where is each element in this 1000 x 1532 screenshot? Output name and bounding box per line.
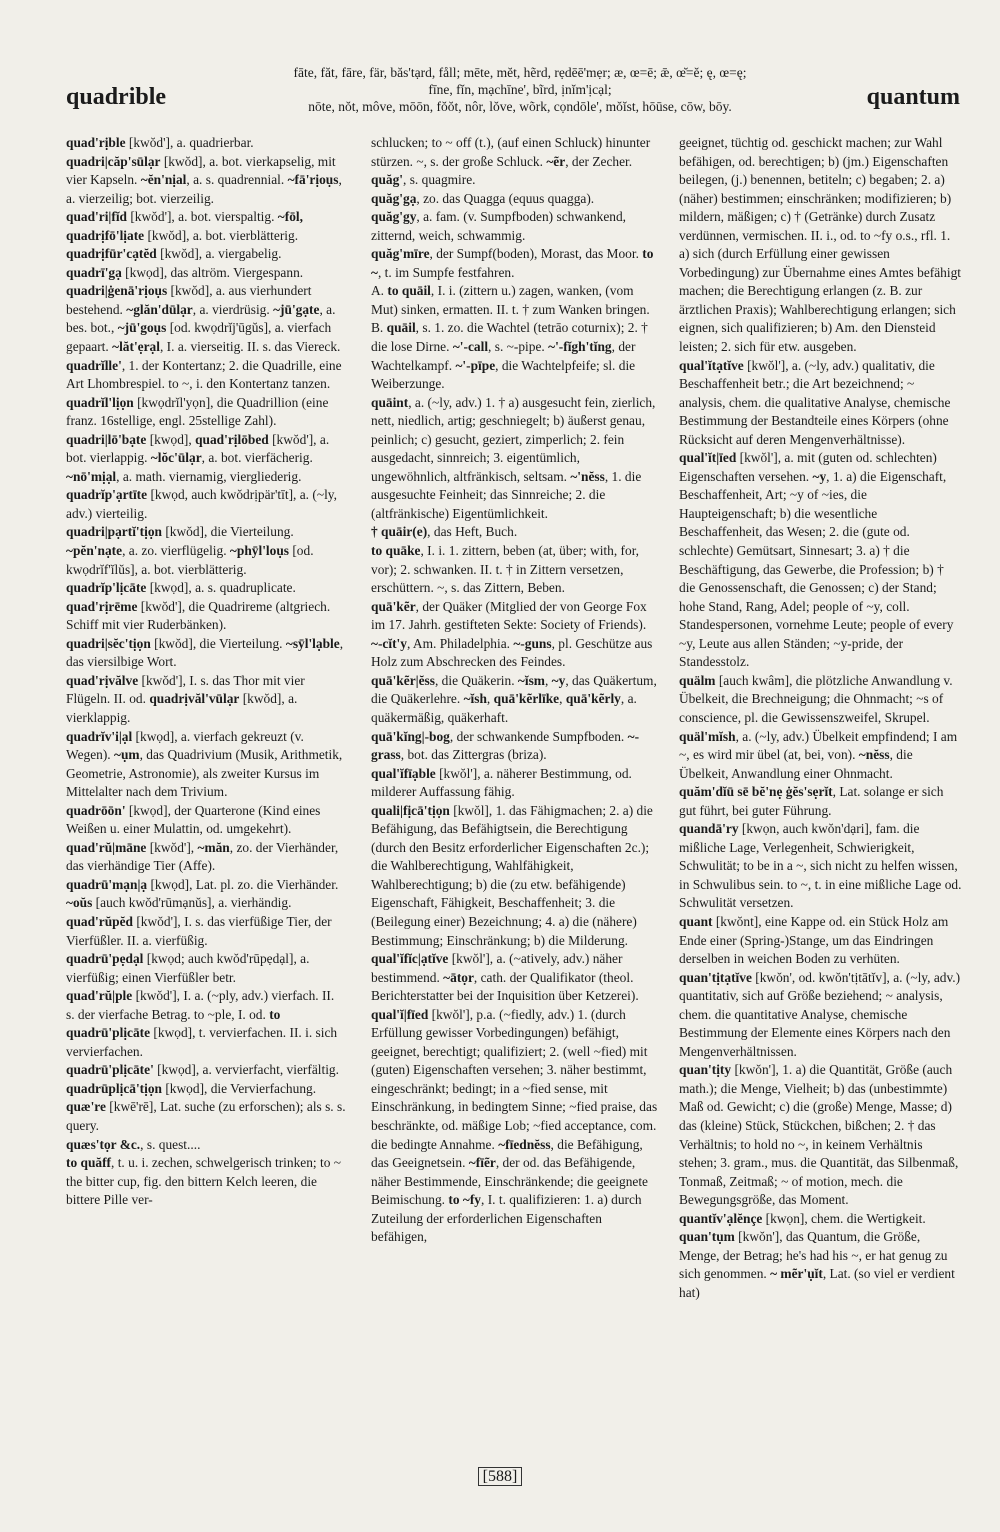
dictionary-entry: quan'tịtạtĭve [kwŏn', od. kwŏn'tịtātĭv], a. (~ly, adv.) quantitativ, sich auf Größe beziehend; ~ analysis, chem. die quantitative Analyse, chemische Bestimmung der Elemente eines Körpers nach den Mengenverhältnissen. <box>679 969 961 1059</box>
dictionary-entry: quad'rịvălve [kwŏd'], I. s. das Thor mit vier Flügeln. II. od. quadrịvăl'vūlạr [kwŏd], a. vierklappig. <box>66 672 305 725</box>
dictionary-entry: to quāke, I. i. 1. zittern, beben (at, über; with, for, vor); 2. schwanken. II. t. † in Zittern versetzen, erschüttern. ~, s. das Zittern, Beben. <box>371 543 639 596</box>
dictionary-entry: quadrịfūr'cạtĕd [kwŏd], a. viergabelig. <box>66 246 282 262</box>
dictionary-entry: quadrūplịcā'tịọn [kwọd], die Vervierfachung. <box>66 1080 317 1096</box>
dictionary-entry: qual'ĭt|īed [kwŏl'], a. mit (guten od. schlechten) Eigenschaften versehen. ~y, 1. a) die Eigenschaft, Beschaffenheit, Art; ~y of ~ies, die Haupteigenschaft; b) die wesentliche Beschaffenheit, das Wesen; 2. die (gute od. schlechte) Gemütsart, Sinnesart; 3. a) † die Beschäftigung, das Gewerbe, die Profession; b) † die Genossenschaft, die Genossen; c) der Stand; hohe Stand, Rang, Adel; people of ~y, coll. Standespersonen, vornehme Leute; people of every ~y, Leute aus allen Ständen; ~y-pride, der Standesstolz. <box>679 450 954 670</box>
dictionary-entry: to quăff, t. u. i. zechen, schwelgerisch trinken; to ~ the bitter cup, fig. den bittern Kelch leeren, die bittere Pille ver- <box>66 1155 341 1208</box>
dictionary-entry: quāint, a. (~ly, adv.) 1. † a) ausgesucht fein, zierlich, nett, niedlich, artig; geschniegelt; b) äußerst genau, peinlich; c) gesucht, geziert, zimperlich; 2. fein ausgedacht, sinnreich; 3. eigentümlich, ungewöhnlich, altfränkisch, seltsam. ~'nĕss, 1. die ausgesuchte Feinheit; das Sinnreiche; 2. die (altfränkische) Eigentümlichkeit. <box>371 394 656 521</box>
dictionary-entry: quadrū'mạn|ạ [kwọd], Lat. pl. zo. die Vierhänder. ~oŭs [auch kwŏd'rūmạnŭs], a. vierhändig. <box>66 876 339 911</box>
dictionary-entry: quăg'gy, a. fam. (v. Sumpfboden) schwankend, zitternd, weich, schwammig. <box>371 209 627 243</box>
dictionary-entry: quad'rŭpĕd [kwŏd'], I. s. das vierfüßige Tier, der Vierfüßler. II. a. vierfüßig. <box>66 913 332 948</box>
dictionary-entry: quadri|sĕc'tịọn [kwŏd], die Vierteilung. ~sȳl'lạble, das viersilbige Wort. <box>66 635 344 670</box>
dictionary-entry: quälm [auch kwâm], die plötzliche Anwandlung v. Übelkeit, die Brechneigung; die Ohnmacht; ~s of conscience, pl. die Gewissenszweifel, Skrupel. <box>679 672 953 725</box>
dictionary-entry: quali|fịcā'tịọn [kwŏl], 1. das Fähigmachen; 2. a) die Befähigung, das Befähigtsein, die Berechtigung (durch den Besitz erforderlicher Eigenschaften 2c.); die Wahlberechtigung, Wahlfähigkeit, Wahlberechtigung; b) die (zu etw. befähigende) Eigenschaft, Fähigkeit, Beschaffenheit; 3. die (Beilegung einer) Bezeichnung; 4. a) die (nähere) Bestimmung; Einschränkung; b) die Milderung. <box>371 802 653 948</box>
dictionary-entry: quăg'mīre, der Sumpf(boden), Morast, das Moor. to ~, t. im Sumpfe festfahren. <box>371 246 654 280</box>
dictionary-entry: quadri|lō'bạte [kwọd], quad'rịlōbed [kwŏd'], a. bot. vierlappig. ~lŏc'ūlạr, a. bot. vierfächerig. ~nō'mịạl, a. math. viernamig, viergliederig. <box>66 431 330 484</box>
dictionary-entry: quā'kẽr, der Quäker (Mitglied der von George Fox im 17. Jahrh. gestifteten Sekte: Society of Friends). ~-cĭt'y, Am. Philadelphia. ~-guns, pl. Geschütze aus Holz zum Abschrecken des Feindes. <box>371 598 653 670</box>
dictionary-entry: quadrū'plịcāte' [kwọd], a. vervierfacht, vierfältig. <box>66 1062 339 1078</box>
dictionary-entry: quăg'gạ, zo. das Quagga (equus quagga). <box>371 190 595 206</box>
dictionary-columns <box>66 134 963 1459</box>
dictionary-entry: B. quāil, s. 1. zo. die Wachtel (tetrāo coturnix); 2. † die lose Dirne. ~'-call, s. ~-pipe. ~'-fĭgh'tĭng, der Wachtelkampf. ~'-pīpe, die Wachtelpfeife; sl. die Weiberzunge. <box>371 320 648 392</box>
column-left <box>66 134 346 1459</box>
dictionary-entry: quadrĭv'i|ạl [kwọd], a. vierfach gekreuzt (v. Wegen). ~ụm, das Quadrivium (Musik, Arithmetik, Geometrie, Astronomie), als zweiter Kursus im Mittelalter nach dem Trivium. <box>66 728 343 800</box>
dictionary-entry: quadrĭp'ạrtīte [kwọd, auch kwŏdrịpär'tīt], a. (~ly, adv.) vierteilig. <box>66 487 337 521</box>
pronunciation-key <box>220 64 820 115</box>
dictionary-entry: quandā'ry [kwọn, auch kwŏn'dạri], fam. die mißliche Lage, Verlegenheit, Schwierigkeit, Schwulität; to be in a ~, sich nicht zu helfen wissen, in Schwulibus sein. to ~, t. in eine mißliche Lage od. Schwulität versetzen. <box>679 821 962 911</box>
dictionary-entry: quad'rịble [kwŏd'], a. quadrierbar. <box>66 135 254 150</box>
page-number-label: [588] <box>478 1467 523 1486</box>
dictionary-entry: quadrū'pẹdạl [kwọd; auch kwŏd'rūpẹdạl], a. vierfüßig; einen Vierfüßler betr. <box>66 951 310 985</box>
dictionary-entry: quantĭv'ạlĕnçe [kwọn], chem. die Wertigkeit. <box>679 1210 926 1226</box>
dictionary-entry: quadrī'gạ [kwọd], das altröm. Viergespann. <box>66 264 304 280</box>
dictionary-entry: quadri|pạrtĭ'tịọn [kwŏd], die Vierteilung. ~pĕn'nạte, a. zo. vierflügelig. ~phȳl'loụs [od. kwọdrĭf'ĭlŭs], a. bot. vierblätterig. <box>66 524 314 577</box>
dictionary-entry: schlucken; to ~ off (t.), (auf einen Schluck) hinunter stürzen. ~, s. der große Schluck. ~ẽr, der Zecher. <box>371 135 651 169</box>
dictionary-entry: quadrōōn' [kwọd], der Quarterone (Kind eines Weißen u. einer Mulattin, od. umgekehrt). <box>66 802 321 837</box>
dictionary-entry: quad'ri|fĭd [kwŏd'], a. bot. vierspaltig. ~fōl, quadrịfō'lịate [kwŏd], a. bot. vierblätterig. <box>66 209 303 243</box>
dictionary-entry: geeignet, tüchtig od. geschickt machen; zur Wahl befähigen, od. berechtigen; b) (jm.) Eigenschaften beilegen, (j.) benennen, betiteln; c) begaben; 2. a) (näher) bestimmen; einschränken; modifizieren; b) mildern, mäßigen; c) † (Getränke) durch Zusatz verdünnen, vermischen. II. i., od. to ~fy o.s., rfl. 1. a) sich (durch Erfüllung einer gewissen Vorbedingung) zur Übernahme eines Amtes befähigt machen; die Berechtigung erlangen (z. B. zur ärztlichen Praxis); Wahlberechtigung erlangen; sich eignen, sich qualifizieren; b) Am. den Diensteid leisten; 2. sich für etw. ausgeben. <box>679 135 961 355</box>
right-running-head: quantum <box>866 84 960 110</box>
dictionary-entry: quan'tụm [kwŏn'], das Quantum, die Größe, Menge, der Betrag; he's had his ~, er hat genug zu sich genommen. ~ mẽr'ụĭt, Lat. (so viel er verdient hat) <box>679 1229 955 1300</box>
dictionary-entry: quăg', s. quagmire. <box>371 172 476 188</box>
dictionary-entry: † quāir(e), das Heft, Buch. <box>371 524 518 540</box>
dictionary-entry: qual'ĭtạtĭve [kwŏl'], a. (~ly, adv.) qualitativ, die Beschaffenheit betr.; die Art bezeichnend; ~ analysis, chem. die qualitative Analyse, chemische Bestimmung der Bestandteile eines Körpers (ohne Rücksicht auf deren Mengenverhältnisse). <box>679 357 951 447</box>
dictionary-entry: quadri|ġenā'rịoụs [kwŏd], a. aus vierhundert bestehend. ~glăn'dūlạr, a. vierdrüsig. ~jū'gạte, a. bes. bot., ~jū'goụs [od. kwọdrĭj'ūgŭs], a. vierfach gepaart. ~lăt'ẹrạl, I. a. vierseitig. II. s. das Viereck. <box>66 283 341 355</box>
dictionary-entry: A. to quāil, I. i. (zittern u.) zagen, wanken, (vom Mut) sinken, ermatten. II. t. † zum Wanken bringen. <box>371 283 650 317</box>
dictionary-entry: quad'rŭ|māne [kwŏd'], ~măn, zo. der Vierhänder, das vierhändige Tier (Affe). <box>66 839 339 874</box>
dictionary-entry: quad'rŭ|ple [kwŏd'], I. a. (~ply, adv.) vierfach. II. s. der vierfache Betrag. to ~ple, I. od. to quadrū'plịcāte [kwọd], t. vervierfachen. II. i. sich vervierfachen. <box>66 988 338 1059</box>
dictionary-entry: quā'kẽr|ĕss, die Quäkerin. ~ĭsm, ~y, das Quäkertum, die Quäkerlehre. ~ĭsh, quā'kẽrlīke, quā'kẽrly, a. quäkermäßig, quäkerhaft. <box>371 672 657 725</box>
dictionary-entry: quadrĭlle', 1. der Kontertanz; 2. die Quadrille, eine Art Lhombrespiel. to ~, i. den Kontertanz tanzen. <box>66 357 342 392</box>
dictionary-entry: quæs'tọr &c., s. quest.... <box>66 1136 201 1152</box>
pronunciation-key-line: fāte, făt, fāre, fär, băs'tạrd, fåll; mēte, mĕt, hẽrd, rẹdēē'mẹr; æ, œ=ē; ǣ, œ̆=ĕ; ę, œ=ę; <box>293 65 747 80</box>
dictionary-entry: quadri|căp'sūlạr [kwŏd], a. bot. vierkapselig, mit vier Kapseln. ~ĕn'nịal, a. s. quadrennial. ~fā'rịoụs, a. vierzeilig; bot. vierzeilig. <box>66 153 342 206</box>
dictionary-entry: quadrĭl'lịọn [kwọdrĭl'yọn], die Quadrillion (eine franz. 16stellige, engl. 25stellige Zahl). <box>66 394 329 429</box>
dictionary-entry: quad'rịrēme [kwŏd'], die Quadrireme (altgriech. Schiff mit vier Ruderbänken). <box>66 598 331 633</box>
pronunciation-key-line: fīne, fĭn, mạchīne', bĩrd, ịnĭm'ịcạl; <box>428 82 612 97</box>
left-running-head: quadrible <box>66 84 167 110</box>
column-right <box>679 134 963 1459</box>
page-number <box>0 1468 1000 1486</box>
dictionary-entry: qual'ĭ|fīed [kwŏl'], p.a. (~fiedly, adv.) 1. (durch Erfüllung gewisser Vorbedingungen) befähigt, geeignet, berechtigt; qualifiziert; 2. (well ~fied) mit (guten) Eigenschaften versehen; 3. näher bestimmt, eingeschränkt; bedingt; in a ~fied sense, mit Einschränkung, in bedingtem Sinne; ~fied praise, das beschränkte, od. mäßige Lob; ~fied acceptance, com. die bedingte Annahme. ~fīednĕss, die Befähigung, das Geeignetsein. ~fīẽr, der od. das Befähigende, näher Bestimmende, Einschränkende; die geeignete Beimischung. to ~fy, I. t. qualifizieren: 1. a) durch Zuteilung der erforderlichen Eigenschaften befähigen, <box>371 1006 658 1245</box>
dictionary-entry: quant [kwŏnt], eine Kappe od. ein Stück Holz am Ende einer (Spring-)Stange, um das Eindringen derselben in weichen Boden zu verhüten. <box>679 913 949 967</box>
dictionary-entry: qual'ĭfĭc|ạtĭve [kwŏl'], a. (~atively, adv.) näher bestimmend. ~ātọr, cath. der Qualifikator (theol. Berichterstatter bei der Inquisition über Ketzerei). <box>371 951 639 1004</box>
pronunciation-key-line: nōte, nŏt, môve, mōōn, fŏŏt, nôr, lŏve, wõrk, cọndōle', mŏĭst, hōūse, cōw, bōy. <box>308 99 732 114</box>
dictionary-entry: qual'ĭfīạble [kwŏl'], a. näherer Bestimmung, od. milderer Auffassung fähig. <box>371 765 632 800</box>
dictionary-entry: quæ're [kwē'rē], Lat. suche (zu erforschen); als s. s. query. <box>66 1099 346 1133</box>
dictionary-entry: quăm'dĭū sē bĕ'nẹ ġĕs'sẹrĭt, Lat. solange er sich gut führt, bei guter Führung. <box>679 784 944 818</box>
column-middle <box>371 134 659 1459</box>
dictionary-entry: quan'tịty [kwŏn'], 1. a) die Quantität, Größe (auch math.); die Menge, Vielheit; b) das (unbestimmte) Maß od. Gewicht; c) die (große) Menge, Masse; d) das (kleine) Stück, Stückchen, bißchen; 2. † das Verhältnis; to hold no ~, in keinem Verhältnis stehen; 3. gram., mus. die Quantität, das Silbenmaß, Tonmaß, Zeitmaß; ~ of motion, mech. die Bewegungsgröße, das Moment. <box>679 1062 959 1208</box>
dictionary-entry: quäl'mĭsh, a. (~ly, adv.) Übelkeit empfindend; I am ~, es wird mir übel (at, bei, von). ~nĕss, die Übelkeit, Anwandlung einer Ohnmacht. <box>679 728 958 781</box>
dictionary-entry: quadrĭp'lịcāte [kwọd], a. s. quadruplicate. <box>66 580 296 596</box>
dictionary-entry: quā'kĭng|-bog, der schwankende Sumpfboden. ~-grass, bot. das Zittergras (briza). <box>371 728 640 763</box>
